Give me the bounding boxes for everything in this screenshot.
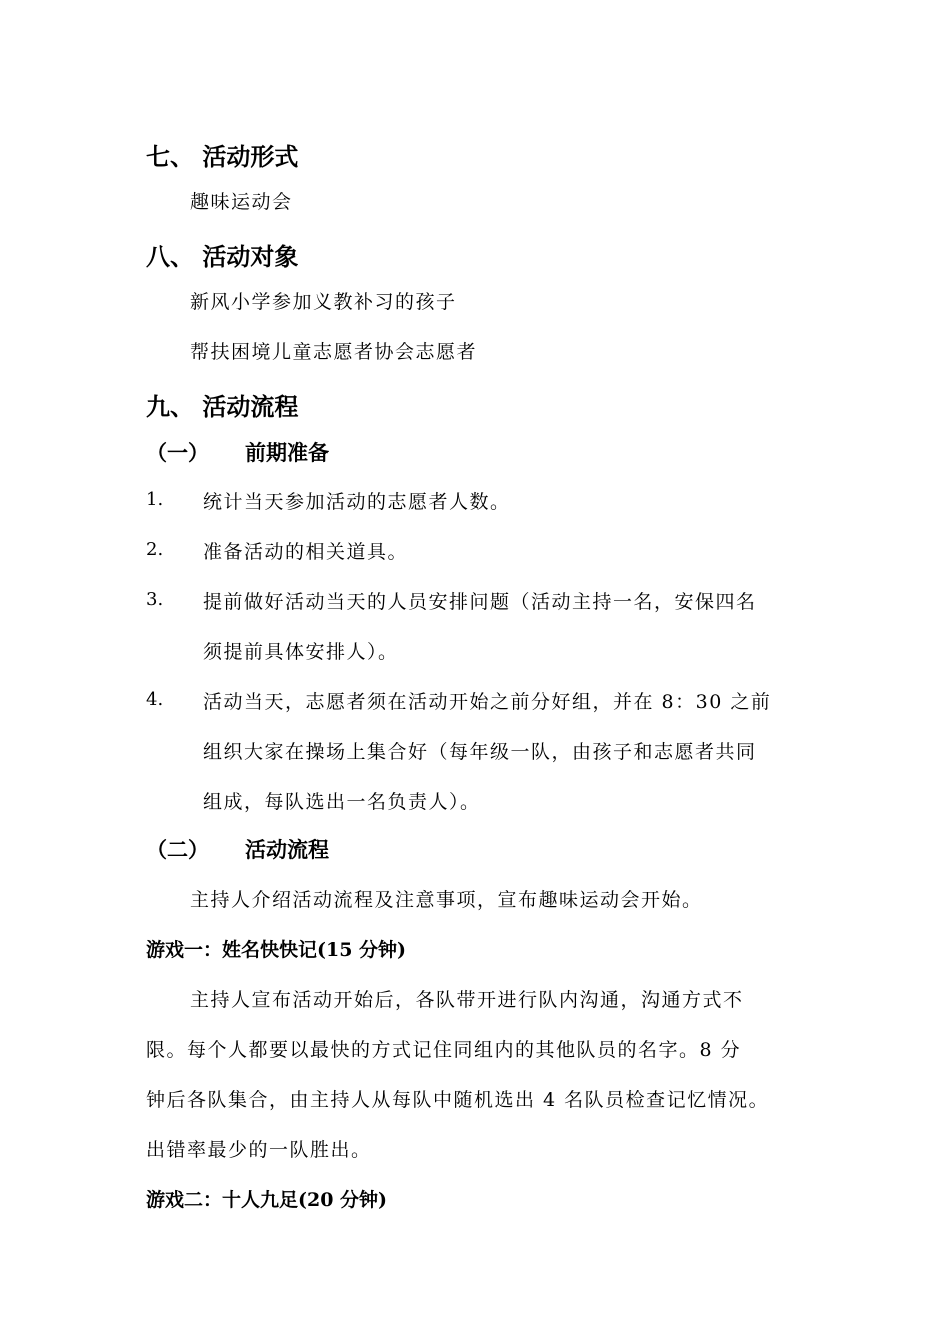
list-item-text: 组成，每队选出一名负责人）。 bbox=[203, 791, 481, 813]
flow-intro: 主持人介绍活动流程及注意事项，宣布趣味运动会开始。 bbox=[190, 889, 703, 911]
section-9-title: 九、 活动流程 bbox=[146, 392, 299, 421]
section-8-line-1: 新风小学参加义教补习的孩子 bbox=[190, 291, 457, 313]
flow-label: （二） bbox=[146, 837, 209, 862]
section-7-text: 趣味运动会 bbox=[190, 191, 293, 213]
list-item-number: 1. bbox=[146, 489, 164, 510]
list-item-text: 组织大家在操场上集合好（每年级一队，由孩子和志愿者共同 bbox=[203, 741, 757, 763]
prep-title: 前期准备 bbox=[245, 440, 329, 465]
list-item-number: 4. bbox=[146, 689, 164, 710]
prep-label: （一） bbox=[146, 440, 209, 465]
paragraph-line: 主持人宣布活动开始后，各队带开进行队内沟通，沟通方式不 bbox=[190, 989, 744, 1011]
paragraph-line: 限。每个人都要以最快的方式记住同组内的其他队员的名字。8 分 bbox=[146, 1039, 742, 1061]
section-8-line-2: 帮扶困境儿童志愿者协会志愿者 bbox=[190, 341, 478, 363]
paragraph-line: 出错率最少的一队胜出。 bbox=[146, 1139, 372, 1161]
list-item-number: 2. bbox=[146, 539, 164, 560]
game-1-title: 游戏一：姓名快快记(15 分钟) bbox=[146, 939, 407, 961]
list-item-number: 3. bbox=[146, 589, 164, 610]
list-item-text: 统计当天参加活动的志愿者人数。 bbox=[203, 491, 511, 513]
paragraph-line: 钟后各队集合，由主持人从每队中随机选出 4 名队员检查记忆情况。 bbox=[146, 1089, 770, 1111]
list-item-text: 须提前具体安排人）。 bbox=[203, 641, 399, 663]
list-item-text: 准备活动的相关道具。 bbox=[203, 541, 409, 563]
list-item-text: 活动当天，志愿者须在活动开始之前分好组，并在 8：30 之前 bbox=[203, 691, 772, 713]
list-item-text: 提前做好活动当天的人员安排问题（活动主持一名，安保四名 bbox=[203, 591, 757, 613]
game-2-title: 游戏二：十人九足(20 分钟) bbox=[146, 1189, 388, 1211]
section-7-title: 七、 活动形式 bbox=[146, 142, 299, 171]
section-8-title: 八、 活动对象 bbox=[146, 242, 299, 271]
flow-title: 活动流程 bbox=[245, 837, 329, 862]
